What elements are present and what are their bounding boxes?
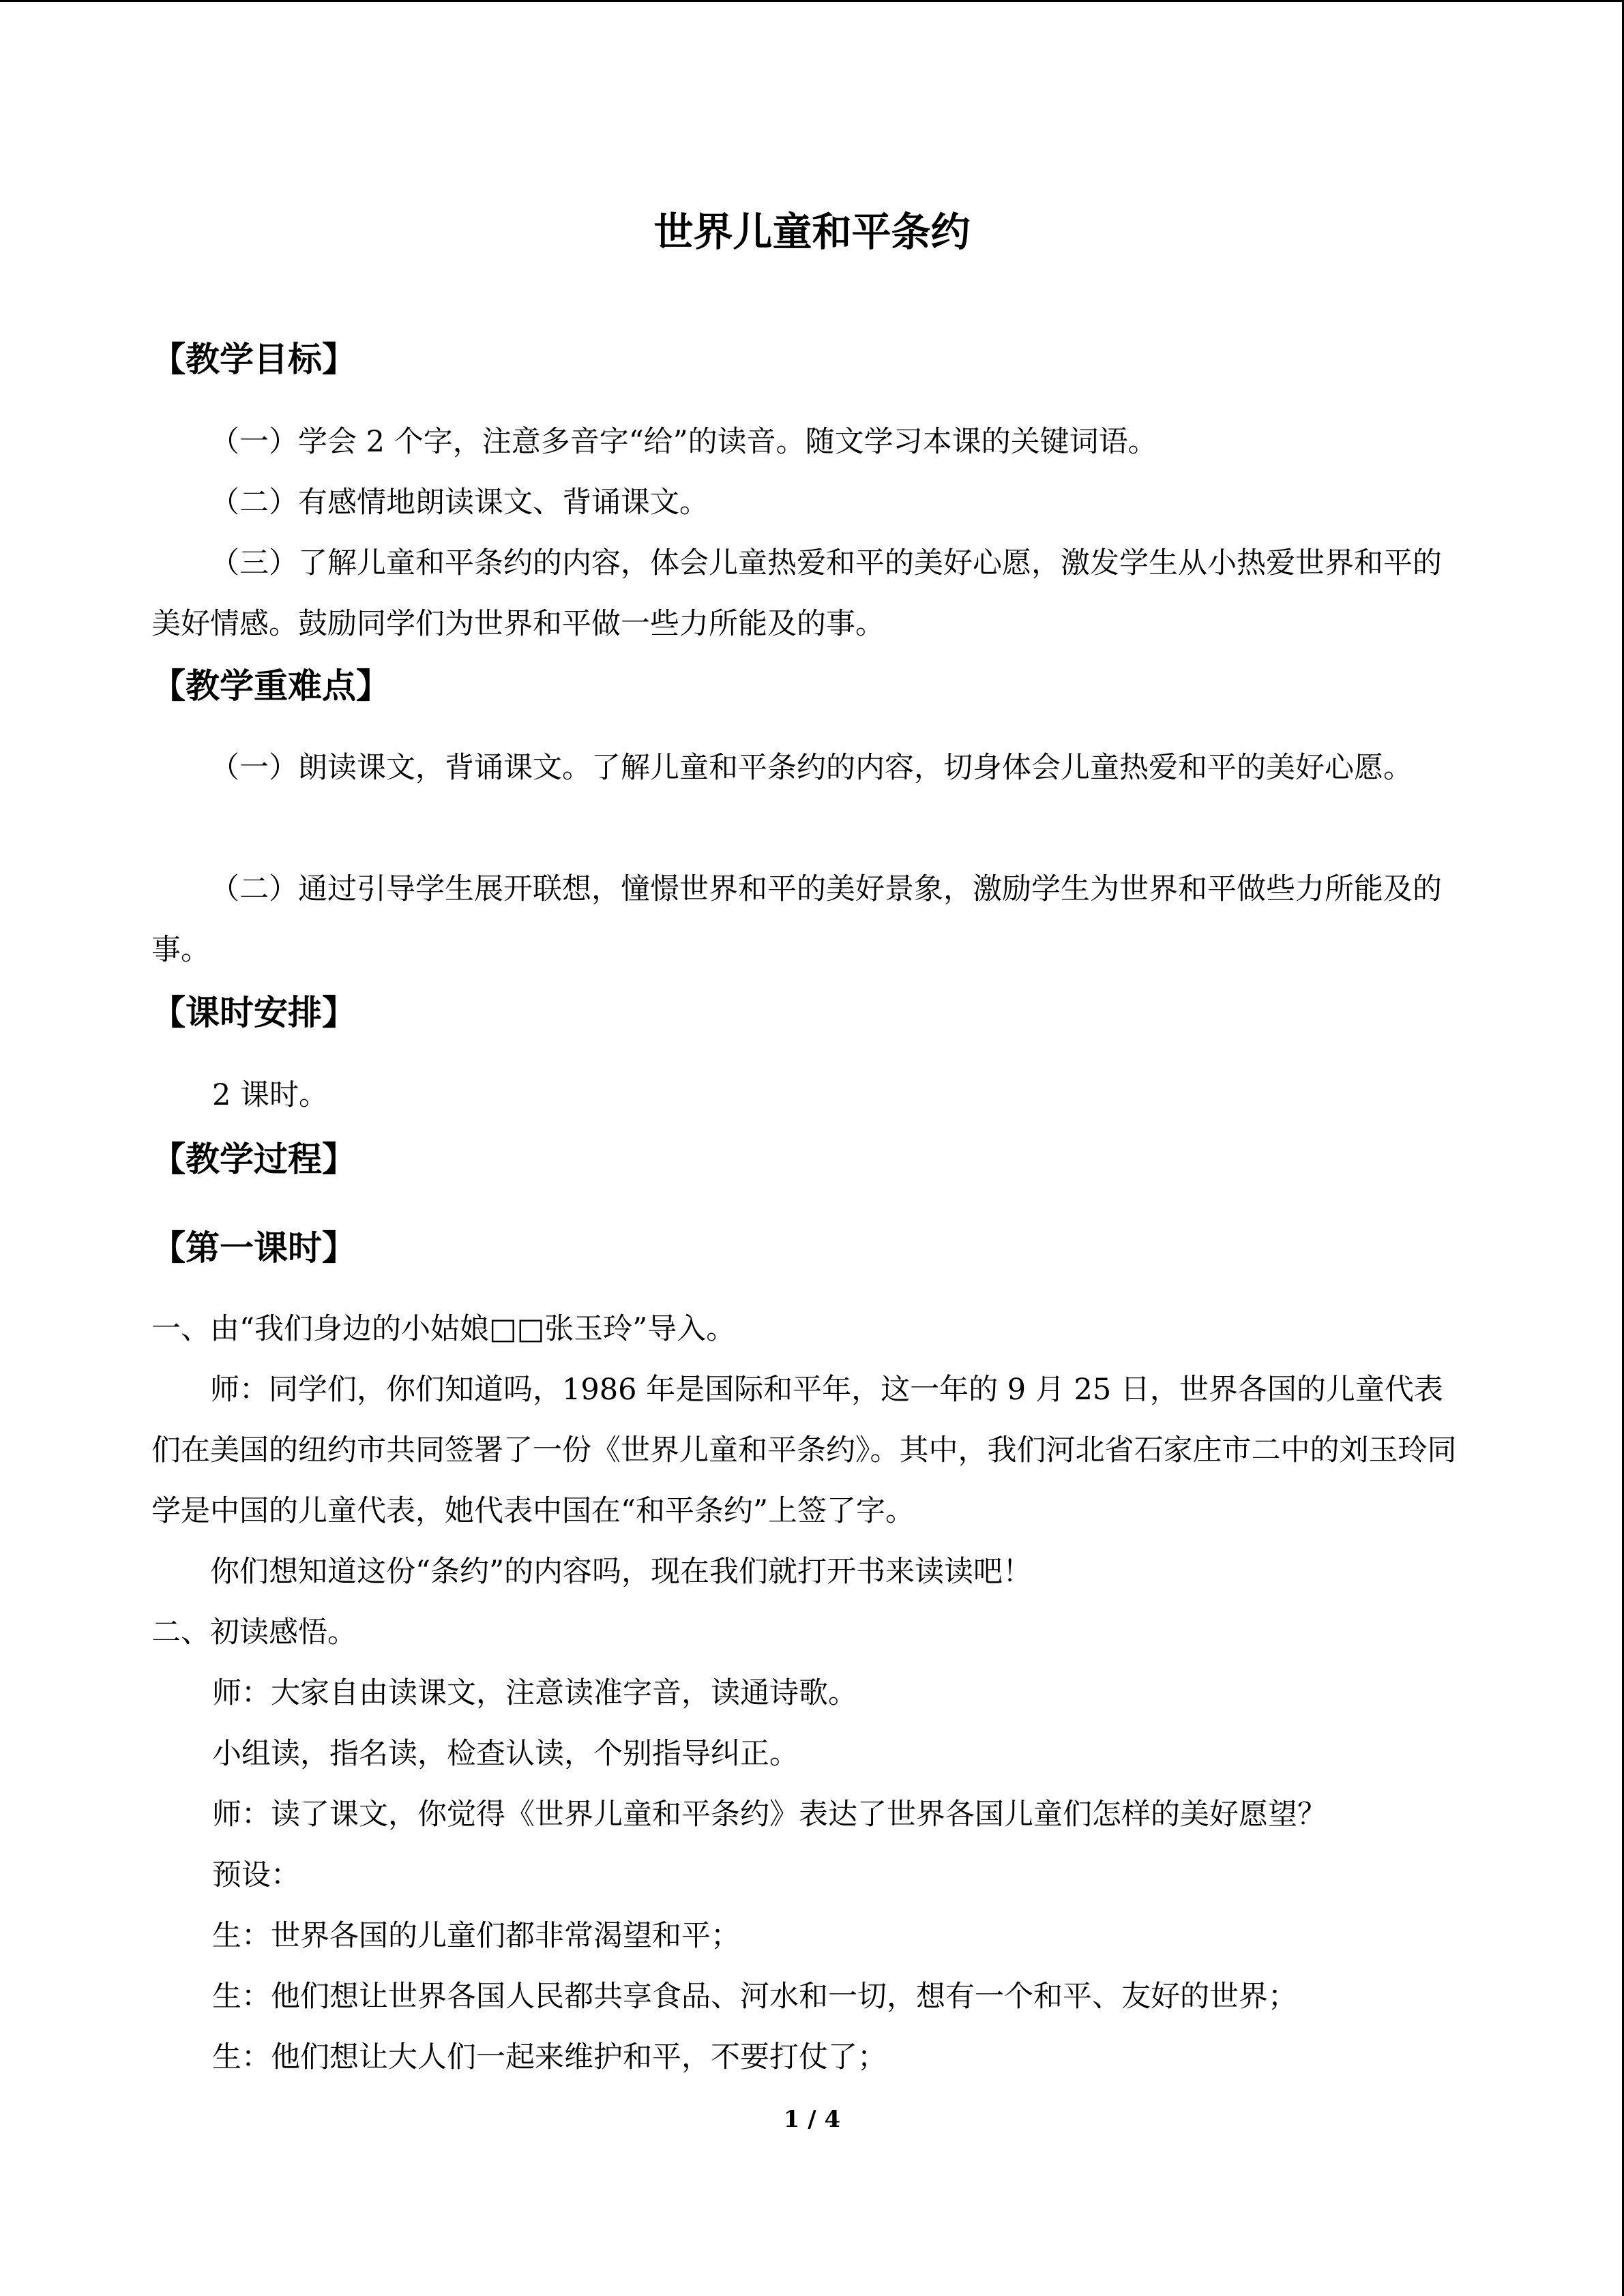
heading-key-points: 【教学重难点】 bbox=[151, 666, 390, 706]
key-point-item-1: （一）朗读课文，背诵课文。了解儿童和平条约的内容，切身体会儿童热爱和平的美好心愿。 bbox=[210, 751, 1413, 785]
page-border-top bbox=[0, 0, 1624, 2]
step-2-line-5: 生：世界各国的儿童们都非常渴望和平； bbox=[212, 1919, 740, 1953]
step-1-paragraph-2: 你们想知道这份“条约”的内容吗，现在我们就打开书来读读吧！ bbox=[210, 1555, 1032, 1589]
heading-schedule: 【课时安排】 bbox=[151, 992, 356, 1032]
step-2-line-3: 师：读了课文，你觉得《世界儿童和平条约》表达了世界各国儿童们怎样的美好愿望？ bbox=[212, 1798, 1327, 1832]
key-point-item-2: （二）通过引导学生展开联想，憧憬世界和平的美好景象，激励学生为世界和平做些力所能及的事。 bbox=[151, 872, 1442, 967]
step-2-line-2: 小组读，指名读，检查认读，个别指导纠正。 bbox=[212, 1737, 799, 1771]
objective-item-2: （二）有感情地朗读课文、背诵课文。 bbox=[210, 486, 709, 520]
objective-item-1: （一）学会 2 个字，注意多音字“给”的读音。随文学习本课的关键词语。 bbox=[210, 425, 1157, 459]
step-2-line-1: 师：大家自由读课文，注意读准字音，读通诗歌。 bbox=[212, 1676, 857, 1710]
step-2-line-4: 预设： bbox=[212, 1858, 300, 1892]
heading-process: 【教学过程】 bbox=[151, 1139, 356, 1179]
step-1-paragraph-1: 师：同学们，你们知道吗，1986 年是国际和平年，这一年的 9 月 25 日，世界各国的儿童代表们在美国的纽约市共同签署了一份《世界儿童和平条约》。其中，我们河北省石家庄市二中的刘玉玲同学是中国的儿童代表，她代表中国在“和平条约”上签了字。 bbox=[151, 1373, 1457, 1528]
schedule-text: 2 课时。 bbox=[212, 1078, 329, 1112]
objective-item-3: （三）了解儿童和平条约的内容，体会儿童热爱和平的美好心愿，激发学生从小热爱世界和平的美好情感。鼓励同学们为世界和平做一些力所能及的事。 bbox=[151, 546, 1442, 641]
document-title: 世界儿童和平条约 bbox=[653, 209, 971, 255]
step-1-title: 一、由“我们身边的小姑娘□□张玉玲”导入。 bbox=[151, 1312, 736, 1346]
heading-objectives: 【教学目标】 bbox=[151, 339, 356, 379]
step-2-line-7: 生：他们想让大人们一起来维护和平，不要打仗了； bbox=[212, 2040, 887, 2074]
step-2-title: 二、初读感悟。 bbox=[151, 1615, 357, 1650]
heading-lesson-1: 【第一课时】 bbox=[151, 1227, 356, 1268]
page-number: 1 / 4 bbox=[783, 2106, 841, 2133]
step-2-line-6: 生：他们想让世界各国人民都共享食品、河水和一切，想有一个和平、友好的世界； bbox=[212, 1980, 1297, 2014]
